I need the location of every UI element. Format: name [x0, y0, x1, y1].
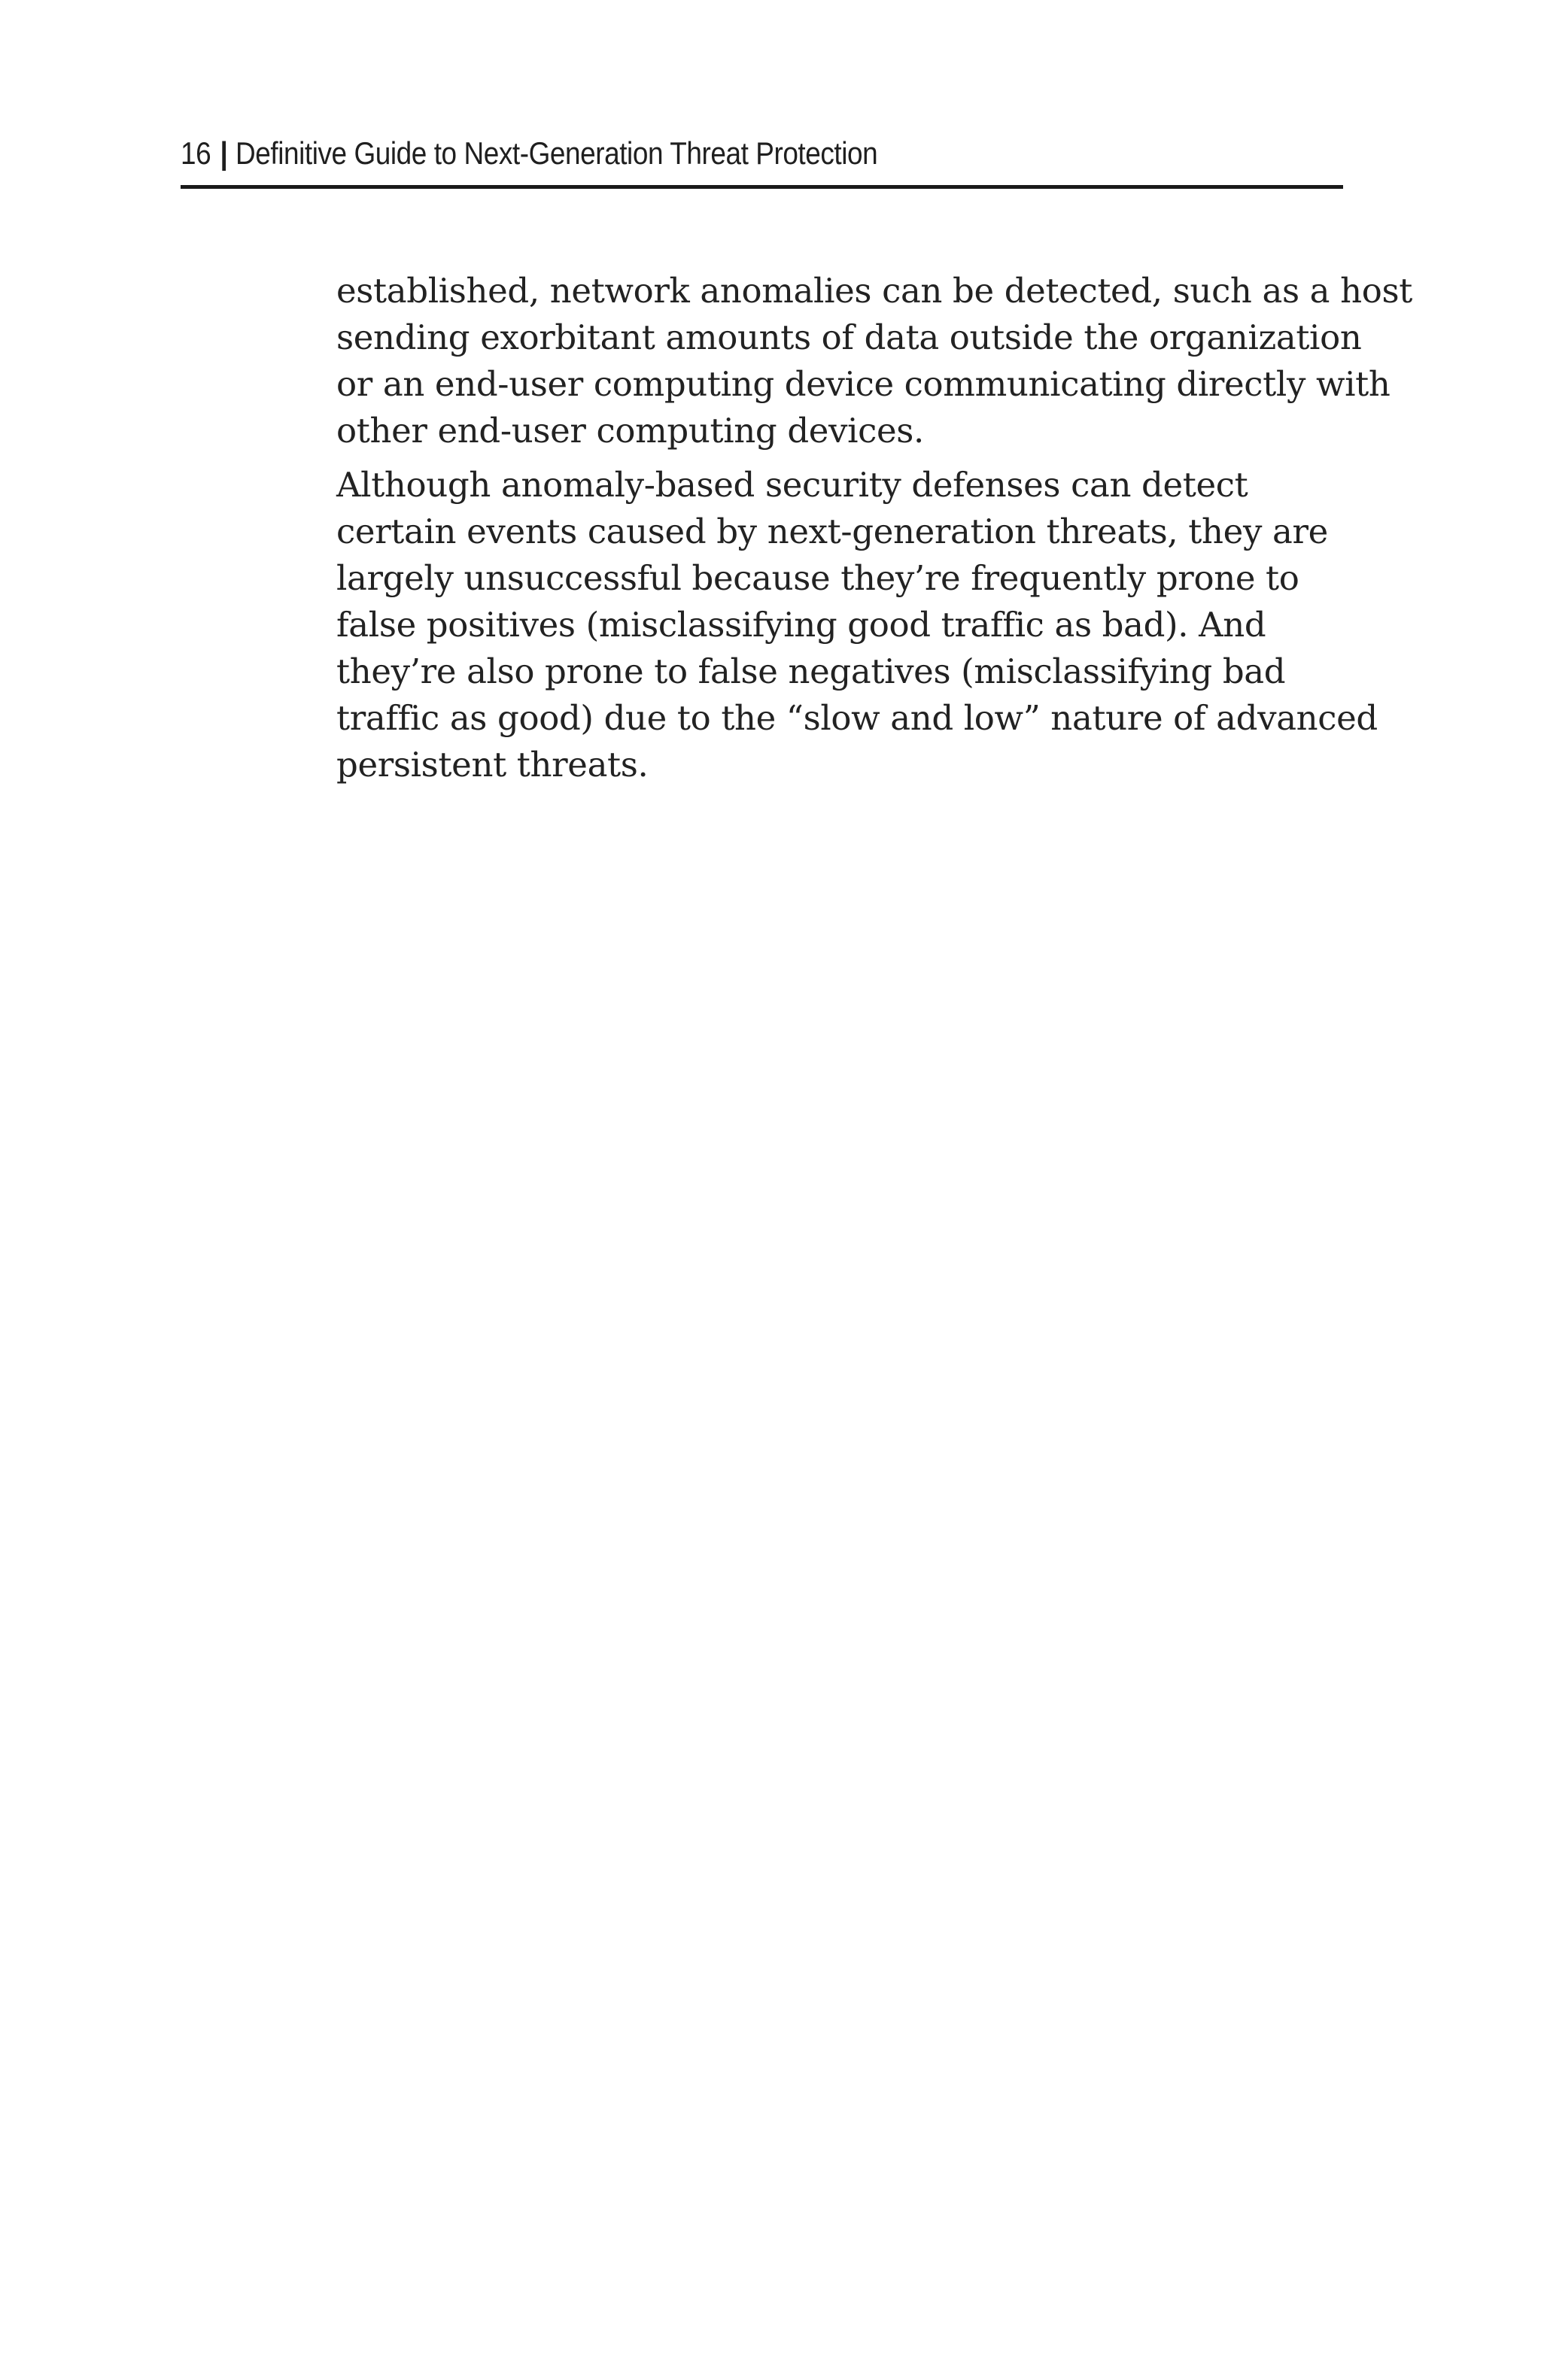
text-line: they’re also prone to false negatives (misclassifying bad: [336, 651, 1286, 691]
text-line: largely unsuccessful because they’re frequently prone to: [336, 558, 1299, 598]
text-line: certain events caused by next-generation threats, they are: [336, 512, 1328, 551]
text-line: false positives (misclassifying good traffic as bad). And: [336, 605, 1266, 645]
text-line: Although anomaly-based security defenses can detect: [336, 465, 1248, 505]
text-line: traffic as good) due to the “slow and low” nature of advanced: [336, 698, 1378, 738]
text-line: or an end-user computing device communicating directly with: [336, 364, 1391, 404]
header-rule: [181, 185, 1343, 189]
page-number: 16: [181, 135, 211, 171]
page-header: [181, 132, 1343, 193]
paragraph-1: [336, 268, 1412, 454]
text-line: sending exorbitant amounts of data outside the organization: [336, 317, 1362, 357]
text-line: other end-user computing devices.: [336, 411, 925, 451]
running-header: [181, 132, 877, 175]
book-title: Definitive Guide to Next-Generation Threat Protection: [236, 135, 878, 171]
text-line: established, network anomalies can be detected, such as a host: [336, 271, 1412, 311]
body-text: [336, 268, 1412, 796]
paragraph-2: [336, 462, 1378, 788]
text-line: persistent threats.: [336, 745, 649, 785]
header-separator: |: [220, 135, 228, 171]
